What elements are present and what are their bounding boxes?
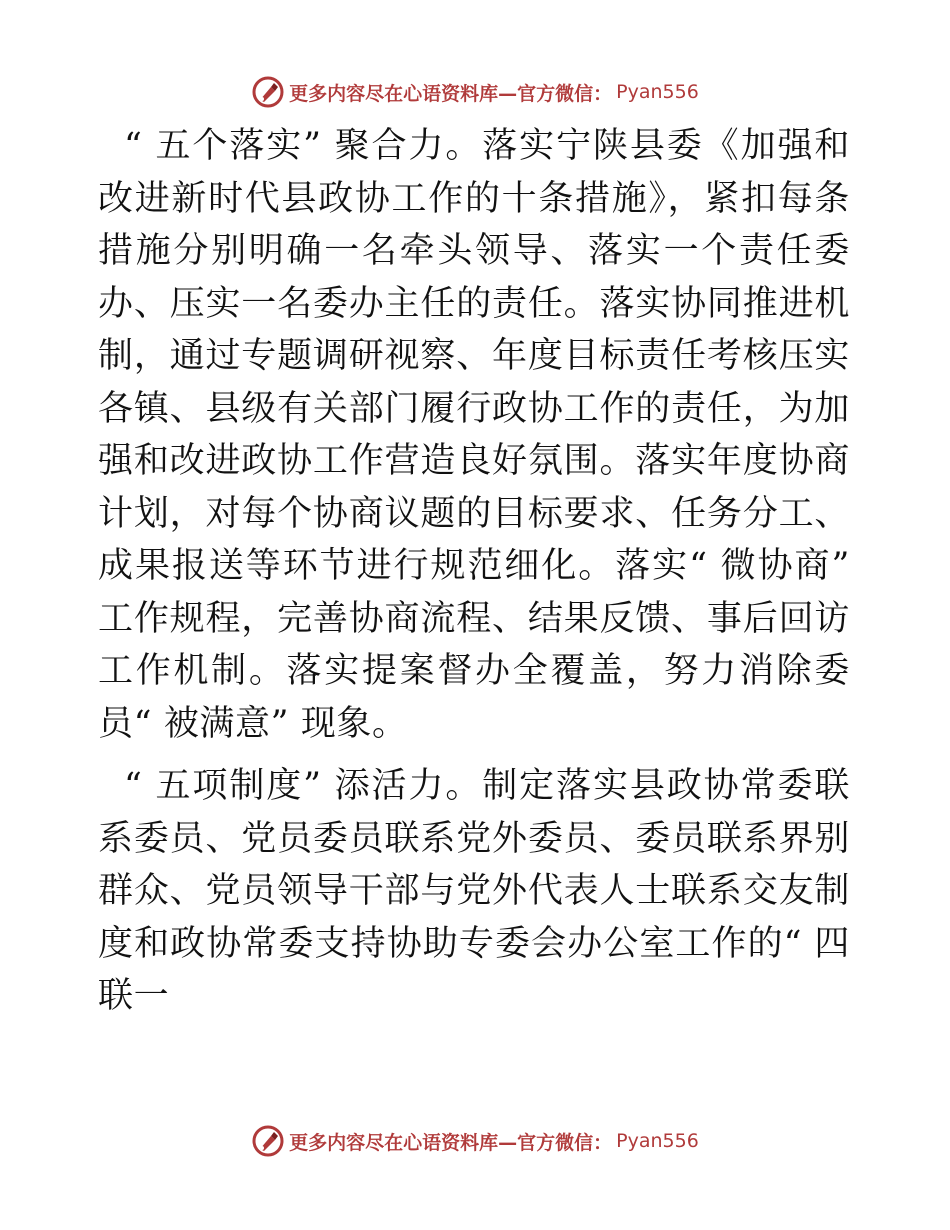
watermark-handle-text: Pyan556 [616,1130,699,1152]
paragraph-five-systems: “ 五项制度” 添活力。制定落实县政协常委联系委员、党员委员联系党外委员、委员联系界别群众、党员领导干部与党外代表人士联系交友制度和政协常委支持协助专委会办公室工作的“ 四联一 [98,766,850,1016]
watermark-header [0,72,950,112]
watermark-footer [0,1121,950,1161]
pen-nib-logo-icon [251,1124,285,1158]
pen-nib-logo-icon [251,75,285,109]
watermark-brand-text: 更多内容尽在心语资料库—官方微信： [289,1131,613,1154]
paragraph-five-implementations: “ 五个落实” 聚合力。落实宁陕县委《加强和改进新时代县政协工作的十条措施》，紧扣每条措施分别明确一名牵头领导、落实一个责任委办、压实一名委办主任的责任。落实协同推进机制，通过专题调研视察、年度目标责任考核压实各镇、县级有关部门履行政协工作的责任，为加强和改进政协工作营造良好氛围。落实年度协商计划，对每个协商议题的目标要求、任务分工、成果报送等环节进行规范细化。落实“ 微协商” 工作规程，完善协商流程、结果反馈、事后回访工作机制。落实提案督办全覆盖，努力消除委员“ 被满意” 现象。 [98,126,850,744]
watermark-handle-text: Pyan556 [616,81,699,103]
watermark-brand-text: 更多内容尽在心语资料库—官方微信： [289,82,613,105]
document-body [98,120,850,1023]
